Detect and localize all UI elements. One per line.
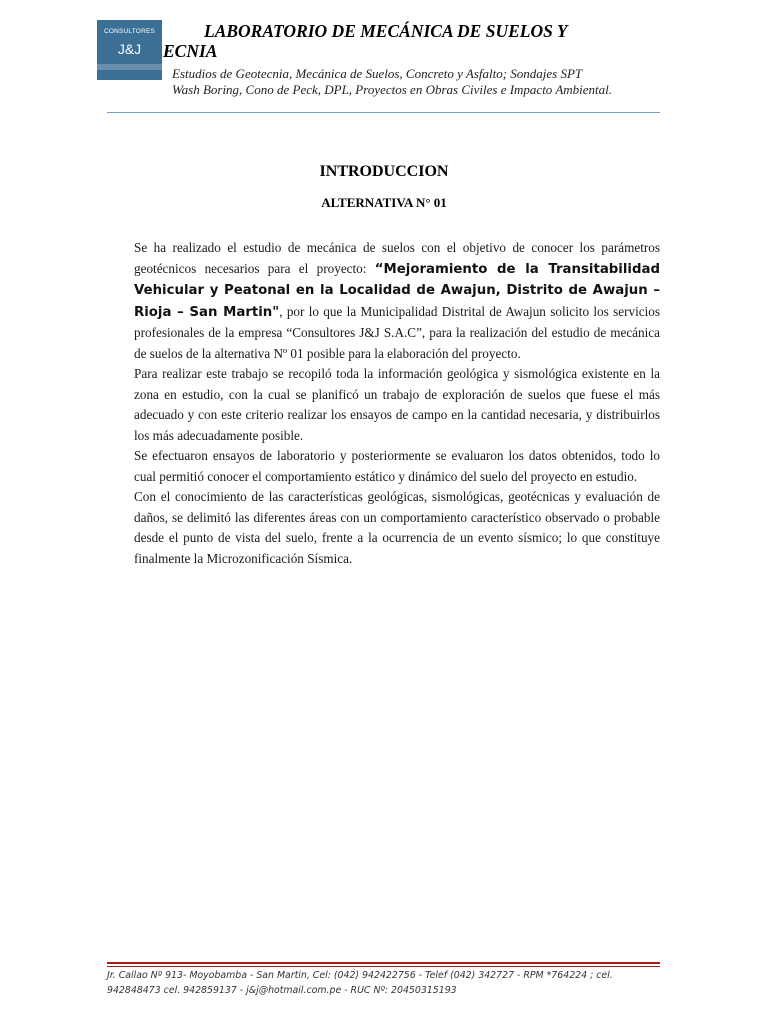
header-services (172, 66, 652, 98)
paragraph-1 (134, 238, 660, 364)
header-title: LABORATORIO DE MECÁNICA DE SUELOS Y (204, 21, 568, 41)
document-title: INTRODUCCION (319, 163, 449, 180)
paragraph-3: Se efectuaron ensayos de laboratorio y posteriormente se evaluaron los datos obtenidos, todo lo cual permitió conocer el comportamiento estático y dinámico del suelo del proyecto en estudio. (134, 448, 660, 484)
footer-divider-thick (107, 962, 660, 964)
logo-band (97, 64, 162, 70)
header-services-line1: Estudios de Geotecnia, Mecánica de Suelos, Concreto y Asfalto; Sondajes SPT (172, 66, 583, 81)
document-body (134, 238, 660, 569)
document-subtitle: ALTERNATIVA N° 01 (321, 195, 447, 210)
company-logo (97, 20, 162, 80)
paragraph-1-start: Se ha realizado el estudio de mecánica de suelos con el objetivo de conocer los parámetros geotécnicos necesarios para el proyecto: (134, 240, 660, 276)
paragraph-1-end: , por lo que la Municipalidad Distrital de Awajun solicito los servicios profesionales de la empresa “Consultores J&J S.A.C”, para la realización del estudio de mecánica de suelos de la alternativa Nº 01 posible para la elaboración del proyecto. (134, 303, 660, 361)
logo-text-consultores: CONSULTORES (103, 28, 156, 35)
paragraph-2: Para realizar este trabajo se recopiló toda la información geológica y sismológica existente en la zona en estudio, con la cual se planificó un trabajo de exploración de suelos que fuese el más adecuado y con este criterio realizar los ensayos de campo en la cantidad necesaria, y distribuirlos los más adecuadamente posible. (134, 366, 660, 443)
footer-divider-thin (107, 966, 660, 967)
logo-text-jj: J&J (117, 41, 142, 57)
header-title-continuation: ECNIA (163, 42, 218, 61)
project-name: “Mejoramiento de la Transitabilidad Vehicular y Peatonal en la Localidad de Awajun, Distrito de Awajun – Rioja – San Martin" (134, 261, 660, 320)
paragraph-4: Con el conocimiento de las características geológicas, sismológicas, geotécnicas y evaluación de daños, se delimitó las diferentes áreas con un comportamiento característico observado o probable desde el punto de vista del suelo, frente a la ocurrencia de un evento sísmico; lo que constituye finalmente la Microzonificación Sísmica. (134, 489, 660, 566)
header-services-line2: Wash Boring, Cono de Peck, DPL, Proyectos en Obras Civiles e Impacto Ambiental. (172, 82, 613, 97)
header-divider (107, 112, 660, 113)
footer-line2: 942848473 cel. 942859137 - j&j@hotmail.com.pe - RUC Nº: 20450315193 (107, 985, 457, 996)
footer-line1: Jr. Callao Nº 913- Moyobamba - San Martin, Cel: (042) 942422756 - Telef (042) 342727 - RPM *764224 ; cel. (107, 970, 613, 981)
footer-contact (107, 968, 667, 998)
